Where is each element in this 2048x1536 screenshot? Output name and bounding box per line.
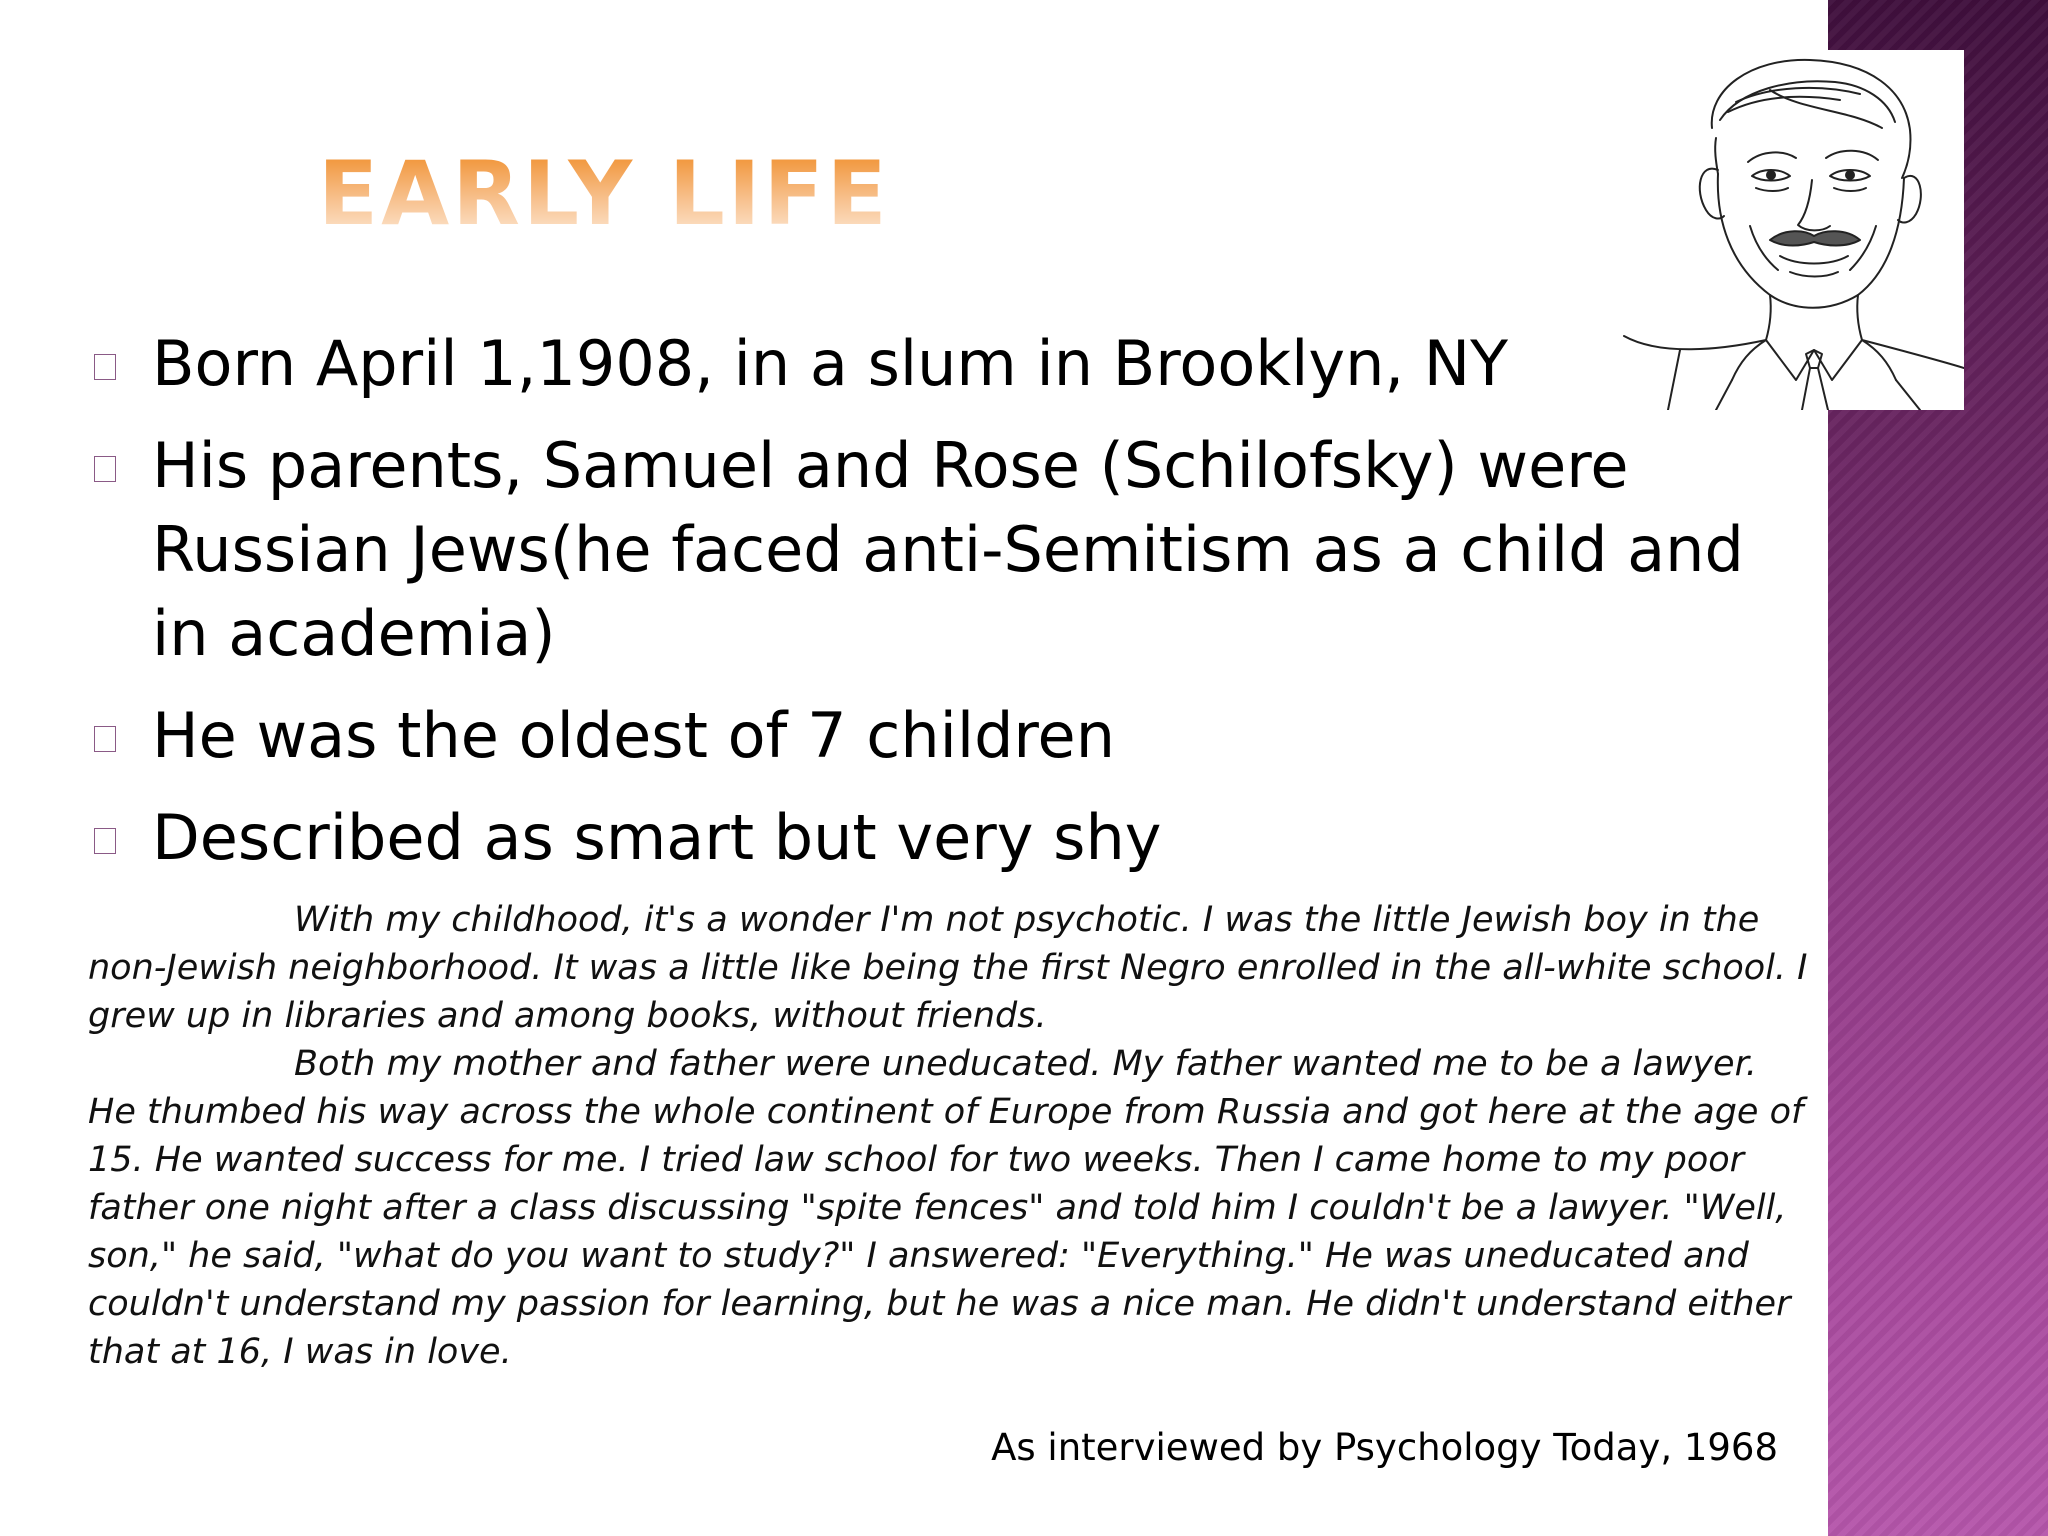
bullet-item: [90, 424, 1820, 676]
bullet-text: Described as smart but very shy: [152, 801, 1162, 874]
bullet-text: Born April 1,1908, in a slum in Brooklyn, NY: [152, 327, 1509, 400]
bullet-item: [90, 694, 1820, 778]
bullet-list: [90, 322, 1820, 898]
quote-paragraph-1: With my childhood, it's a wonder I'm not psychotic. I was the little Jewish boy in the non-Jewish neighborhood. It was a little like being the first Negro enrolled in the all-white school. I grew up in libraries and among books, without friends.: [88, 900, 1808, 1036]
square-bullet-icon: [94, 456, 116, 482]
square-bullet-icon: [94, 828, 116, 854]
square-bullet-icon: [94, 726, 116, 752]
bullet-item: [90, 796, 1820, 880]
quote-paragraph-2: Both my mother and father were uneducated. My father wanted me to be a lawyer. He thumbed his way across the whole continent of Europe from Russia and got here at the age of 15. He wanted success for me. I tried law school for two weeks. Then I came home to my poor father one night after a class discussing "spite fences" and told him I couldn't be a lawyer. "Well, son," he said, "what do you want to study?" I answered: "Everything." He was uneducated and couldn't understand my passion for learning, but he was a nice man. He didn't understand either that at 16, I was in love.: [88, 1044, 1804, 1372]
bullet-item: [90, 322, 1820, 406]
square-bullet-icon: [94, 354, 116, 380]
slide-title: EARLY LIFE: [318, 142, 890, 245]
quote-block: [88, 896, 1808, 1376]
quote-attribution: As interviewed by Psychology Today, 1968: [991, 1426, 1778, 1469]
bullet-text: His parents, Samuel and Rose (Schilofsky) were Russian Jews(he faced anti-Semitism as a child and in academia): [152, 429, 1744, 670]
bullet-text: He was the oldest of 7 children: [152, 699, 1115, 772]
